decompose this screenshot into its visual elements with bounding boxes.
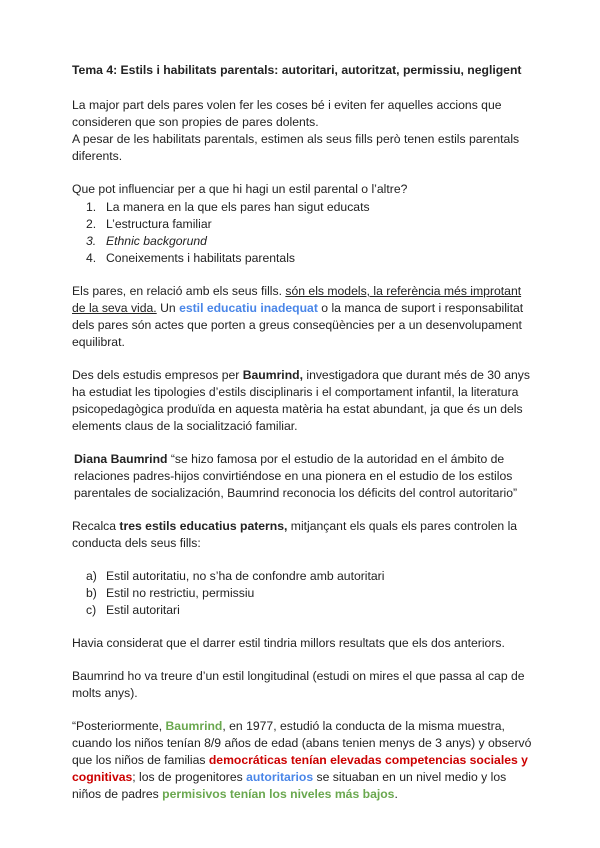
paragraph-quote-1977 [72,718,532,803]
text-run: “Posteriormente, [72,719,166,733]
list-number: 3. [86,234,97,248]
list-number: 2. [86,217,97,231]
text-run: investigadora que durant més de 30 anys ha estudiat les tipologies d’estils disciplinaris i el comportament infantil, la literatura psicopedagògica produïda en aquesta matèria ha estat abundant, ja que és un dels elements claus de la socialització familiar. [72,368,530,433]
list-text: L’estructura familiar [106,217,212,231]
list-item [72,216,532,233]
list-letter: b) [86,586,97,600]
paragraph-baumrind-studies [72,367,532,435]
highlight-green-text: permisivos tenían los niveles más bajos [162,787,395,801]
list-number: 1. [86,200,97,214]
paragraph-models [72,283,532,351]
bold-text: Baumrind, [242,368,303,382]
influence-question: Que pot influenciar per a que hi hagi un estil parental o l’altre? [72,182,408,196]
text-run: Els pares, en relació amb els seus fills. [72,284,286,298]
list-text: Ethnic backgorund [106,234,207,248]
intro-line-2: A pesar de les habilitats parentals, estimen als seus fills però tenen estils parentals diferents. [72,132,520,163]
influence-list [72,199,532,267]
text-run: Un [156,301,180,315]
paragraph-diana-baumrind [72,451,532,502]
paragraph-intro [72,97,532,165]
text-run: Recalca [72,519,120,533]
list-item [72,199,532,216]
intro-line-1: La major part dels pares volen fer les coses bé i eviten fer aquelles accions que consideren que son propies de pares dolents. [72,98,502,129]
list-number: 4. [86,251,97,265]
paragraph-longitudinal: Baumrind ho va treure d’un estil longitudinal (estudi on mires el que passa al cap de molts anys). [72,669,525,700]
list-text: Estil no restrictiu, permissiu [106,586,255,600]
list-letter: a) [86,569,97,583]
text-run: . [394,787,398,801]
paragraph-three-styles [72,518,532,552]
list-letter: c) [86,603,97,617]
document-page [72,62,532,819]
text-run: o la manca de suport i responsabilitat dels pares són actes que porten a greus conseqüències per a un desenvolupament equilibrat. [72,301,524,349]
list-text: Coneixements i habilitats parentals [106,251,296,265]
document-title: Tema 4: Estils i habilitats parentals: autoritari, autoritzat, permissiu, negligent [72,63,522,77]
list-item [72,568,532,585]
list-item [72,250,532,267]
paragraph-results: Havia considerat que el darrer estil tindria millors resultats que els dos anteriors. [72,636,505,650]
highlight-green-text: Baumrind [165,719,223,733]
text-run: Des dels estudis empresos per [72,368,243,382]
highlight-blue-text: autoritarios [246,770,314,784]
underlined-text: són els models, la referència més improtant de la seva vida. [72,284,522,315]
list-text: La manera en la que els pares han sigut educats [106,200,370,214]
bold-text: Diana Baumrind [74,452,168,466]
highlight-red-text: democráticas tenían elevadas competencias sociales y cognitivas [72,753,528,784]
bold-text: tres estils educatius paterns, [119,519,288,533]
text-run: “se hizo famosa por el estudio de la autoridad en el ámbito de relaciones padres-hijos convirtiéndose en una pionera en el estudio de los estilos parentales de socialización, Baumrind reconocia los déficits del control autoritario” [74,452,518,500]
list-item [72,585,532,602]
text-run: mitjançant els quals els pares controlen la conducta dels seus fills: [72,519,518,550]
text-run: ; los de progenitores [132,770,247,784]
list-text: Estil autoritatiu, no s’ha de confondre amb autoritari [106,569,385,583]
list-item [72,602,532,619]
list-item [72,233,532,250]
list-text: Estil autoritari [106,603,180,617]
styles-list [72,568,532,619]
text-run: se situaban en un nivel medio y los niños de padres [72,770,507,801]
text-run: , en 1977, estudió la conducta de la misma muestra, cuando los niños tenían 8/9 años de edad (abans tenien menys de 3 anys) y observó que los niños de familias [72,719,532,767]
highlight-blue-text: estil educatiu inadequat [179,301,318,315]
